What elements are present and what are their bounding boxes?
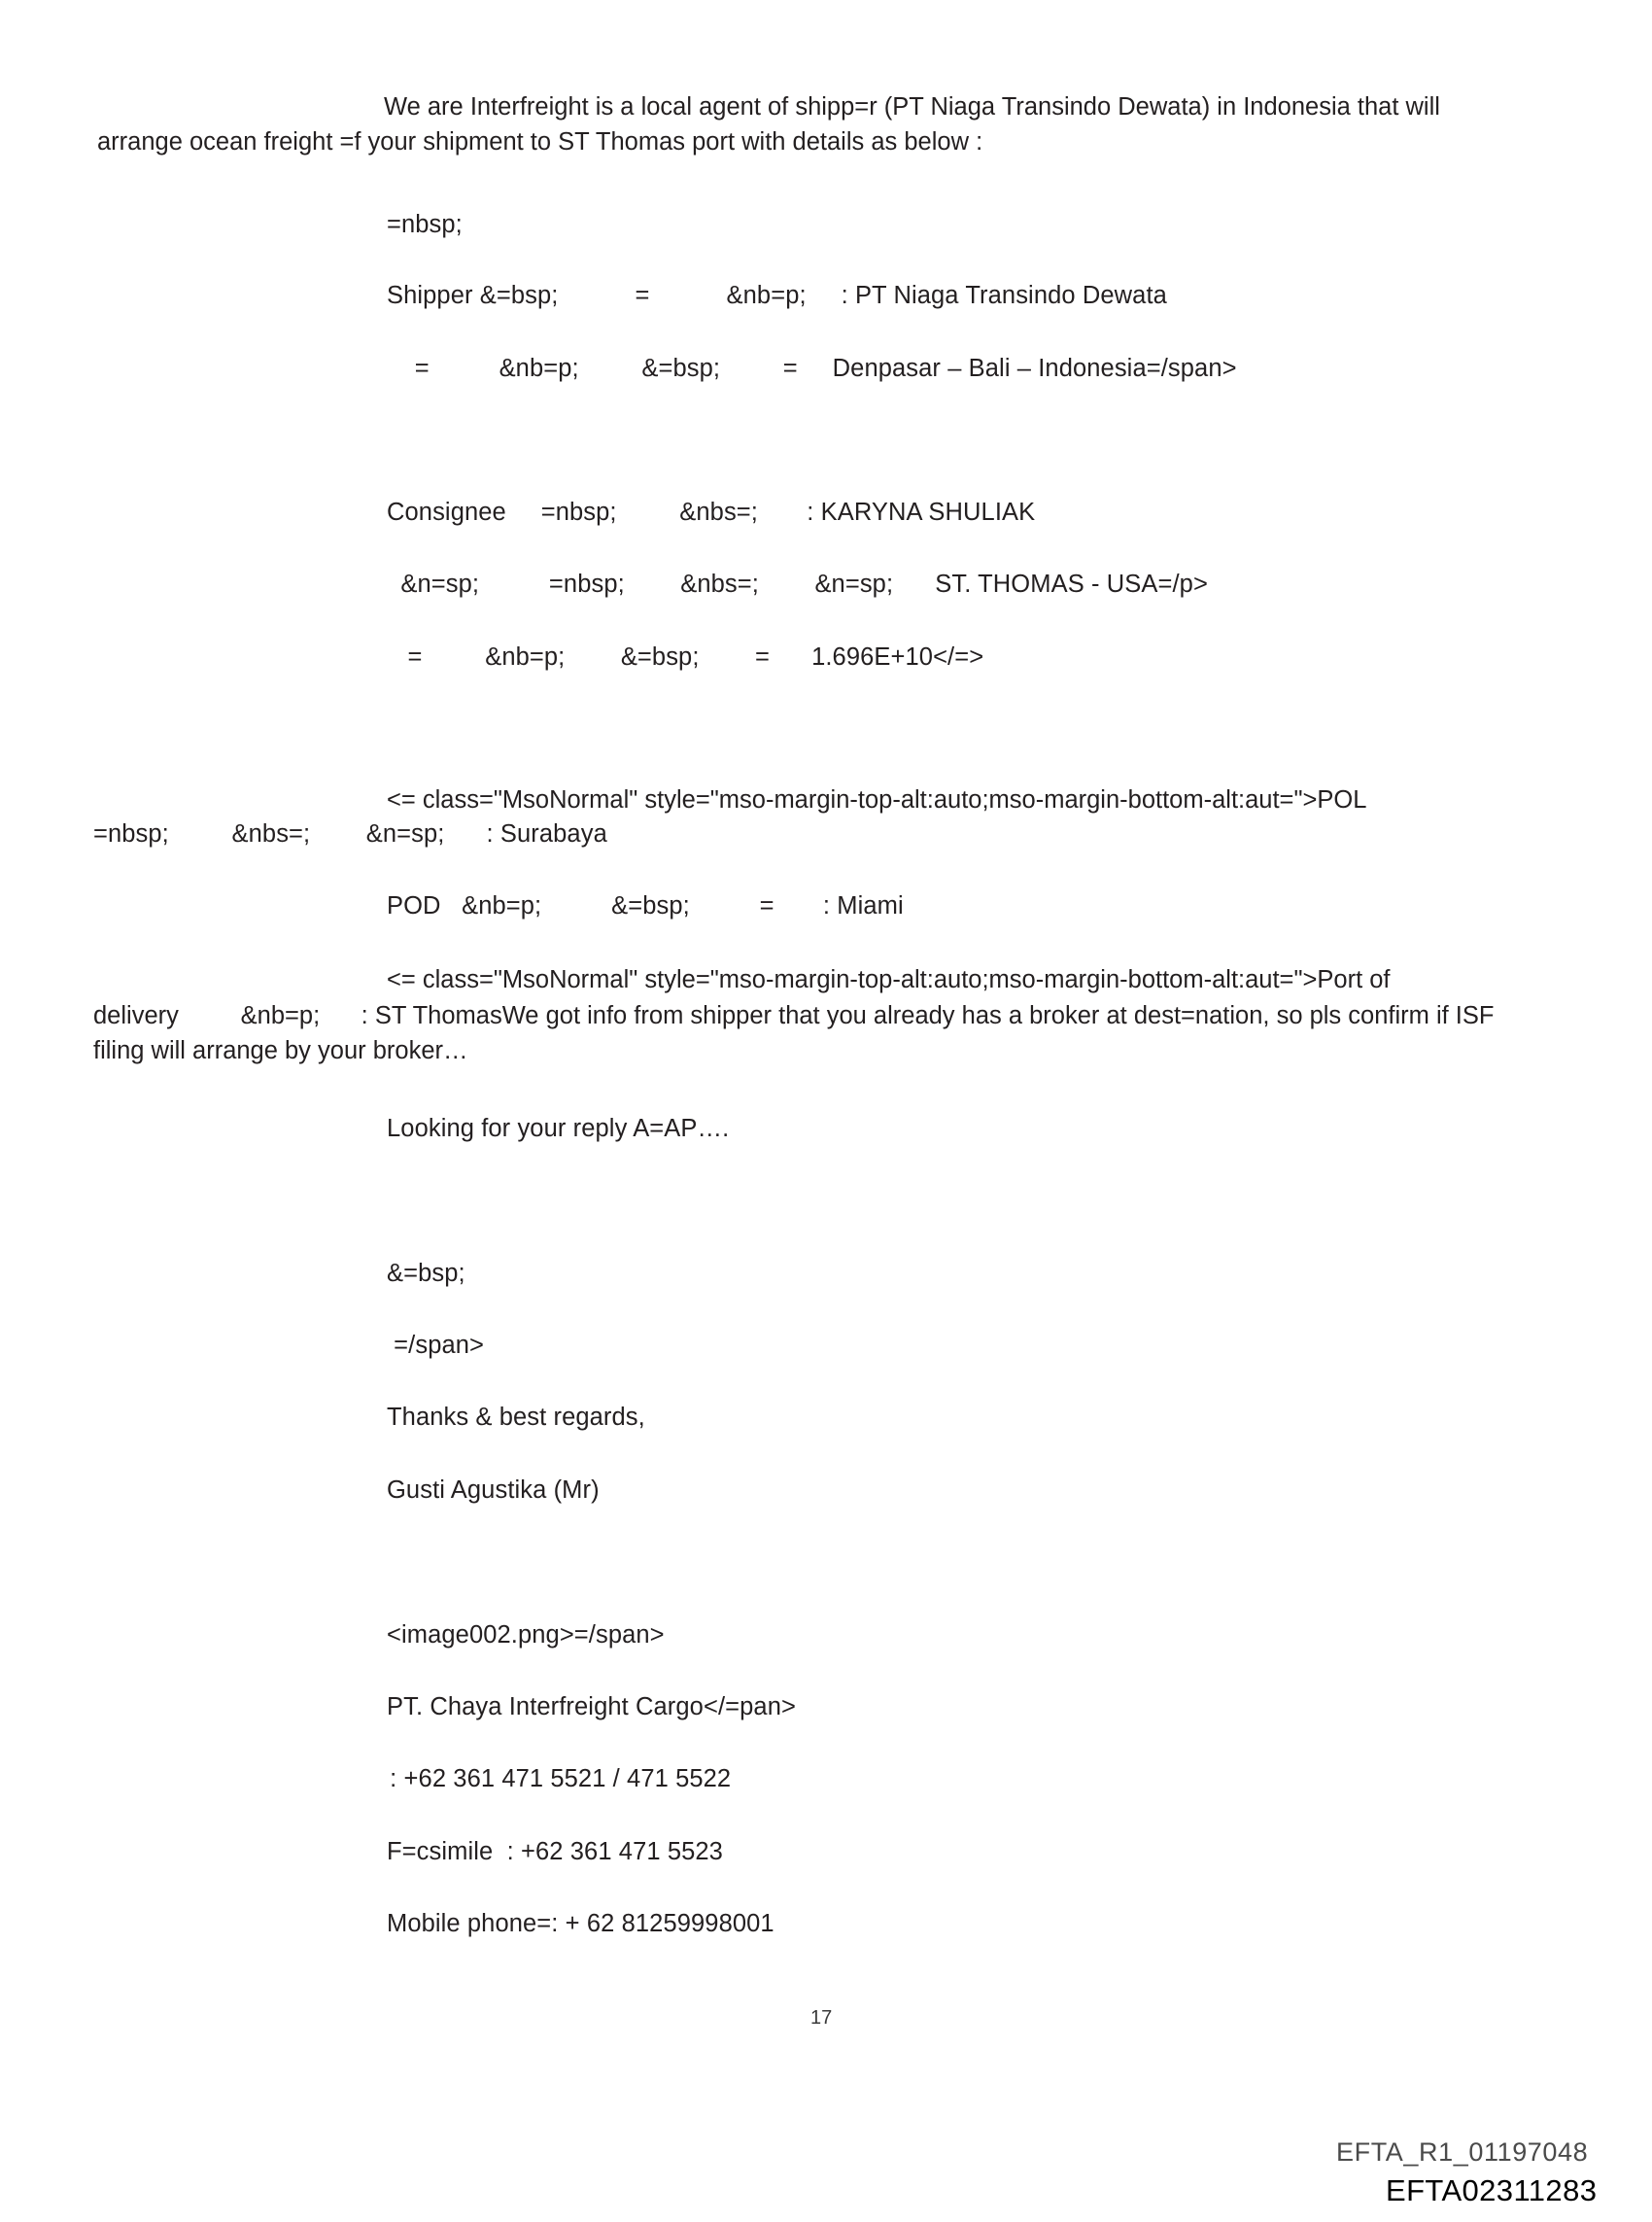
- sender-name: Gusti Agustika (Mr): [387, 1476, 600, 1504]
- regards-line: Thanks & best regards,: [387, 1404, 645, 1431]
- nbsp-line: =nbsp;: [387, 211, 463, 238]
- pod-line: POD &nb=p; &=bsp; = : Miami: [387, 892, 904, 920]
- consignee-line: Consignee =nbsp; &nbs=; : KARYNA SHULIAK: [387, 499, 1036, 526]
- intro-paragraph: We are Interfreight is a local agent of shipp=r (PT Niaga Transindo Dewata) in Indonesia that will arrange ocean freight =f your shipment to ST Thomas port with details as below :: [97, 93, 1448, 156]
- pol-value-line: =nbsp; &nbs=; &n=sp; : Surabaya: [93, 820, 607, 848]
- image-placeholder-line: <image002.png>=/span>: [387, 1621, 665, 1649]
- bates-number-primary: EFTA_R1_01197048: [1336, 2137, 1589, 2167]
- delivery-markup-line: <= class="MsoNormal" style="mso-margin-top-alt:auto;mso-margin-bottom-alt:aut=">Port of: [387, 966, 1391, 993]
- pol-markup-line: <= class="MsoNormal" style="mso-margin-top-alt:auto;mso-margin-bottom-alt:aut=">POL: [387, 786, 1367, 814]
- signature-span-close-line: =/span>: [387, 1332, 485, 1359]
- fax-line: F=csimile : +62 361 471 5523: [387, 1838, 723, 1865]
- bates-number-secondary: EFTA02311283: [1386, 2173, 1598, 2207]
- phone-line: : +62 361 471 5521 / 471 5522: [383, 1765, 732, 1792]
- page-number: 17: [810, 2007, 833, 2029]
- consignee-city-line: &n=sp; =nbsp; &nbs=; &n=sp; ST. THOMAS - USA=/p>: [387, 571, 1208, 598]
- mobile-line: Mobile phone=: + 62 81259998001: [387, 1910, 774, 1937]
- shipper-line: Shipper &=bsp; = &nb=p; : PT Niaga Transindo Dewata: [387, 282, 1167, 309]
- shipper-address-line: = &nb=p; &=bsp; = Denpasar – Bali – Indonesia=/span>: [387, 355, 1237, 382]
- consignee-reference-line: = &nb=p; &=bsp; = 1.696E+10</=>: [387, 643, 984, 671]
- signature-nbsp-line: &=bsp;: [387, 1260, 465, 1287]
- closing-line: Looking for your reply A=AP….: [387, 1115, 730, 1142]
- company-line: PT. Chaya Interfreight Cargo</=pan>: [387, 1693, 796, 1720]
- delivery-body-line: delivery &nb=p; : ST ThomasWe got info from shipper that you already has a broker at dest=nation, so pls confirm if ISF filing will arrange by your broker…: [93, 1002, 1501, 1065]
